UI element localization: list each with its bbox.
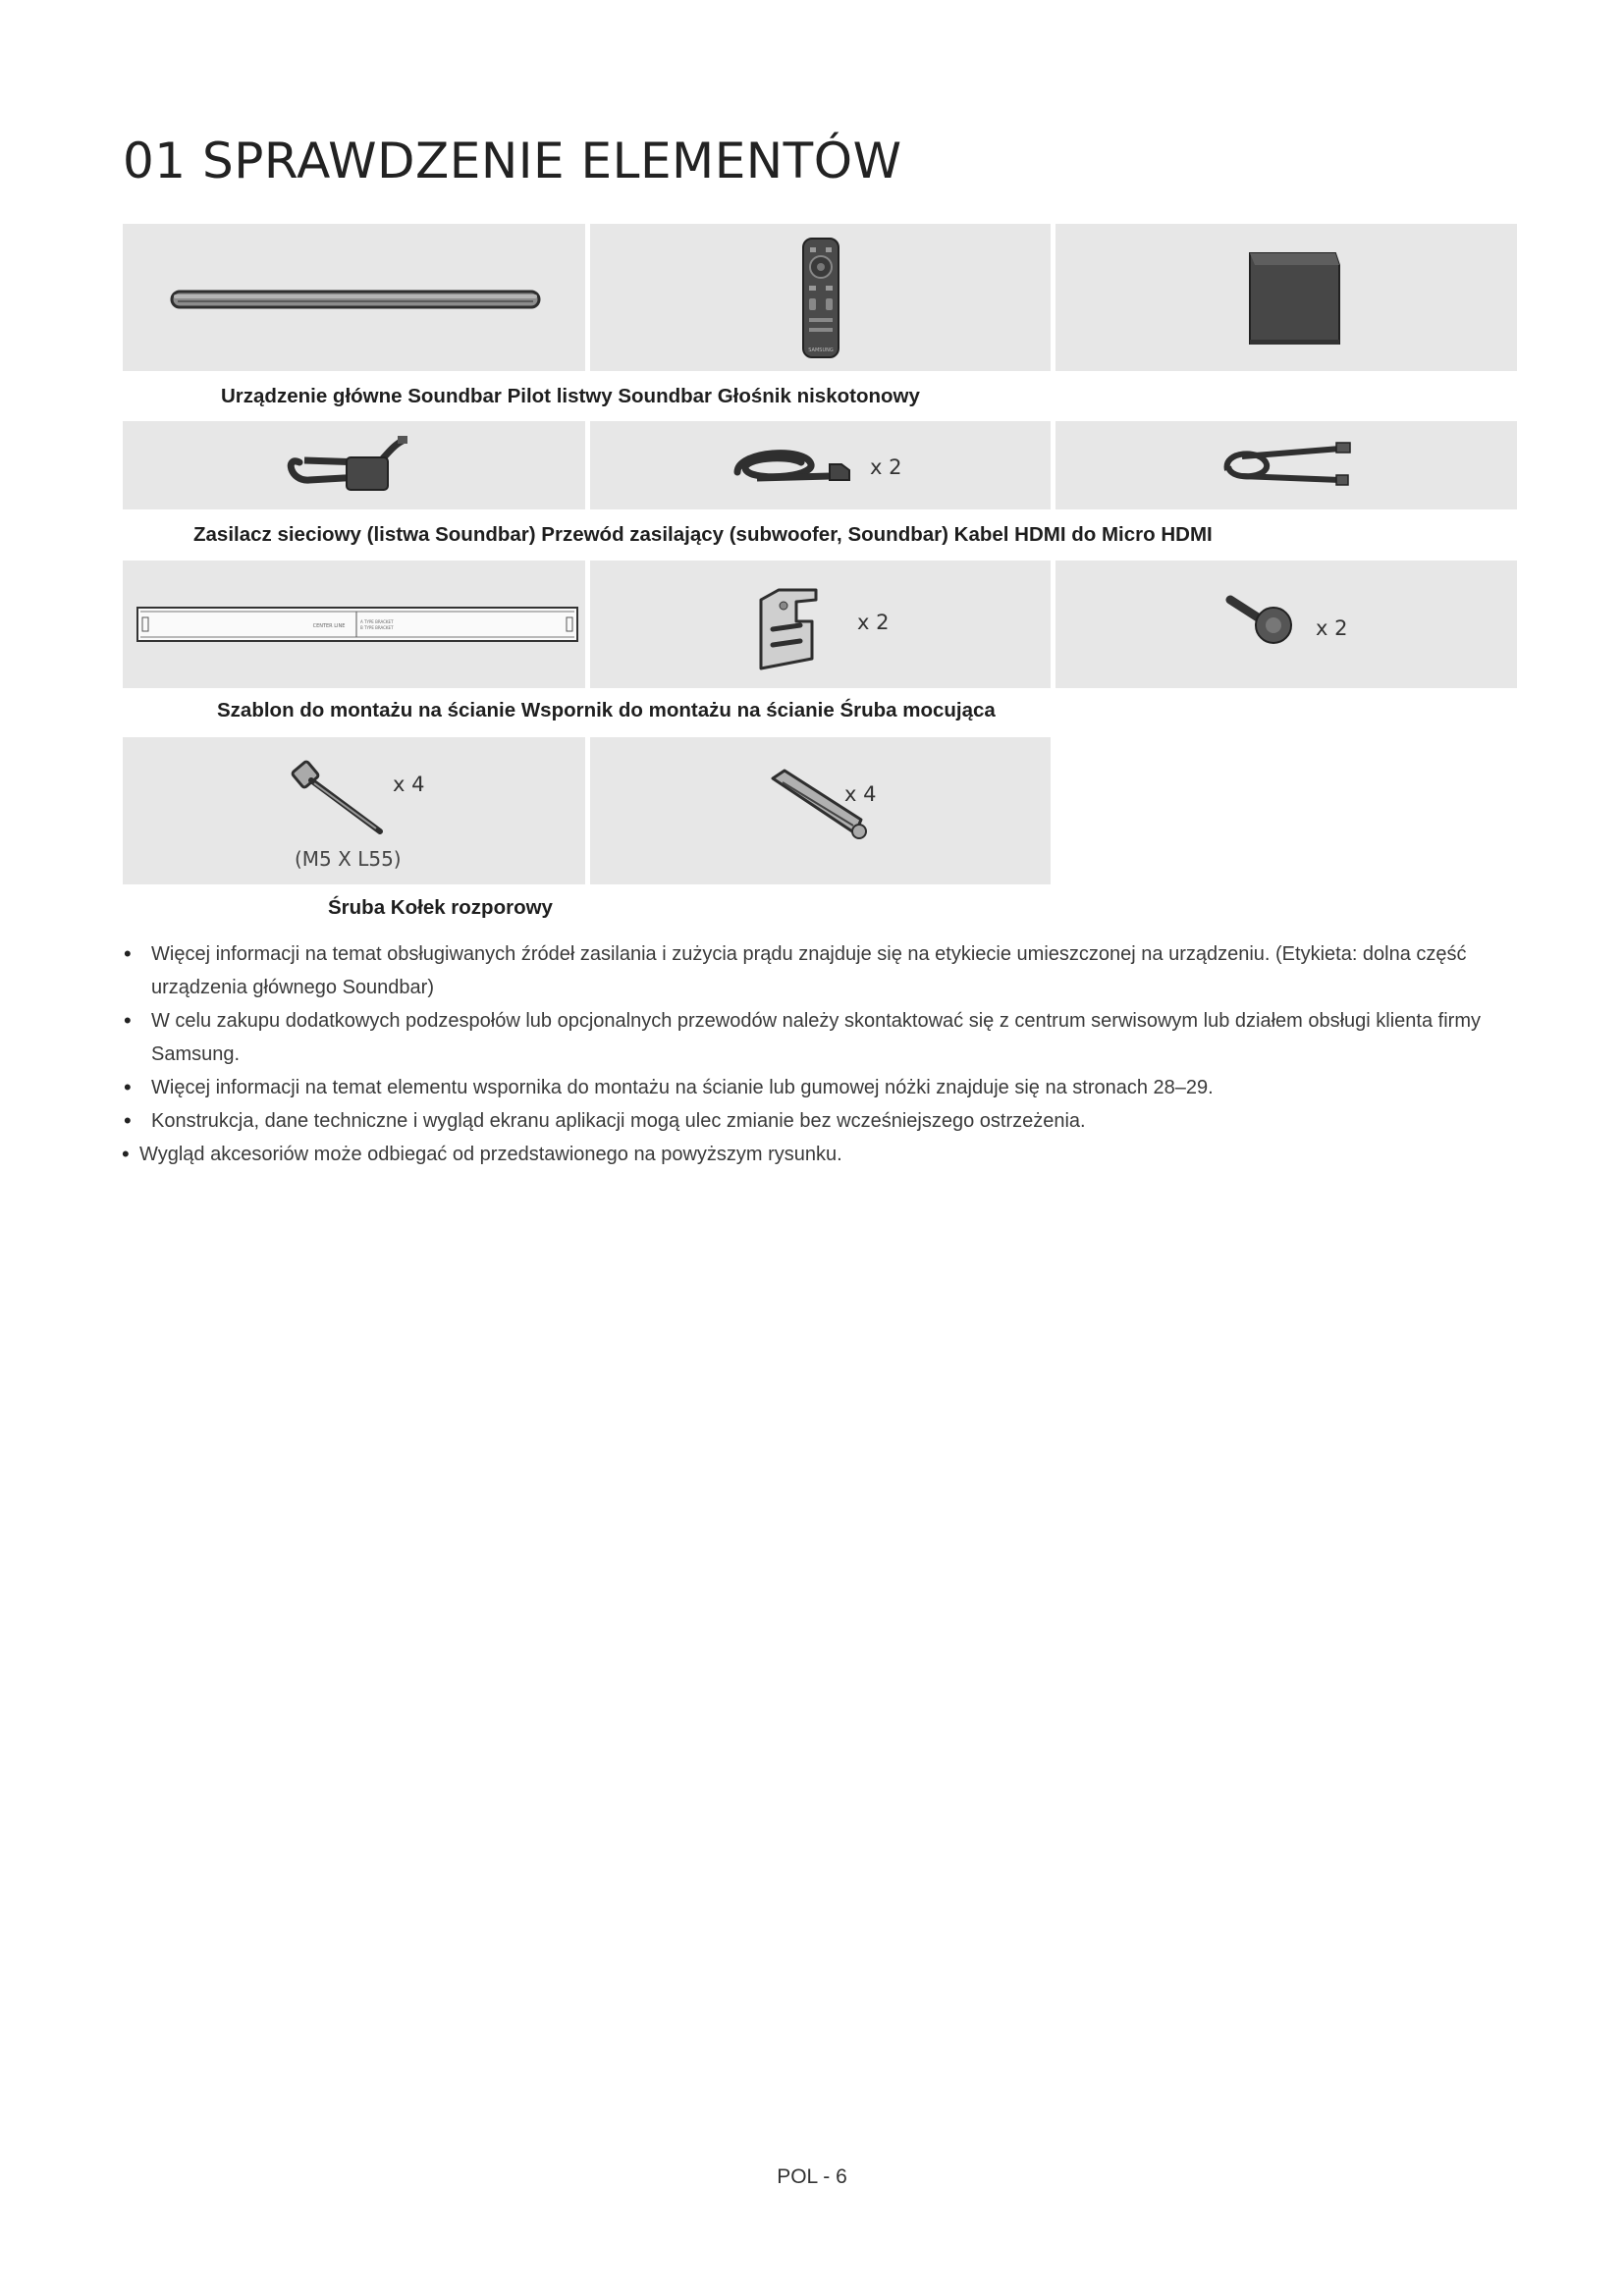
caption-row-4: Śruba Kołek rozporowy bbox=[328, 896, 553, 919]
page-title: 01 SPRAWDZENIE ELEMENTÓW bbox=[123, 133, 902, 189]
screw-cell bbox=[123, 737, 585, 884]
screw-size-note: (M5 X L55) bbox=[295, 847, 402, 871]
caption-row-2: Zasilacz sieciowy (listwa Soundbar) Przewód zasilający (subwoofer, Soundbar) Kabel HDMI do Micro HDMI bbox=[193, 523, 1213, 546]
bullet: • bbox=[122, 1142, 130, 1166]
note-item: • Wygląd akcesoriów może odbiegać od przedstawionego na powyższym rysunku. bbox=[120, 1138, 1514, 1171]
bullet: • bbox=[124, 1108, 132, 1133]
caption-row-1: Urządzenie główne Soundbar Pilot listwy Soundbar Głośnik niskotonowy bbox=[221, 385, 920, 407]
screw-quantity: x 4 bbox=[393, 773, 425, 796]
bracket-quantity: x 2 bbox=[857, 611, 890, 634]
hdmi-cable-icon bbox=[1056, 421, 1517, 509]
template-center-text: CENTER LINE bbox=[312, 623, 346, 629]
holder-screw-icon bbox=[1056, 561, 1517, 688]
holder-screw-quantity: x 2 bbox=[1316, 616, 1348, 640]
anchor-quantity: x 4 bbox=[844, 782, 877, 806]
remote-brand-label: SAMSUNG bbox=[808, 347, 834, 353]
template-a-type-text: A TYPE BRACKET bbox=[360, 619, 394, 624]
subwoofer-cell bbox=[1056, 224, 1517, 371]
bullet: • bbox=[124, 941, 132, 966]
note-item: • Więcej informacji na temat elementu wspornika do montażu na ścianie lub gumowej nóżki znajduje się na stronach 28–29. bbox=[120, 1071, 1514, 1104]
holder-screw-cell bbox=[1056, 561, 1517, 688]
caption-row-3: Szablon do montażu na ścianie Wspornik do montażu na ścianie Śruba mocująca bbox=[217, 699, 996, 721]
template-b-type-text: B TYPE BRACKET bbox=[360, 625, 394, 630]
ac-adapter-icon bbox=[123, 421, 585, 509]
wall-bracket-icon bbox=[590, 561, 1051, 688]
power-cord-quantity: x 2 bbox=[870, 455, 902, 479]
ac-adapter-cell bbox=[123, 421, 585, 509]
remote-control-icon bbox=[590, 224, 1051, 371]
page-number: POL - 6 bbox=[777, 2165, 847, 2188]
anchor-cell bbox=[590, 737, 1051, 884]
hdmi-cable-cell bbox=[1056, 421, 1517, 509]
note-item: • Więcej informacji na temat obsługiwanych źródeł zasilania i zużycia prądu znajduje się na etykiecie umieszczonej na urządzeniu. (Etykieta: dolna część urządzenia głównego Soundbar) bbox=[120, 937, 1514, 1004]
wall-anchor-icon bbox=[590, 737, 1051, 884]
bracket-cell bbox=[590, 561, 1051, 688]
soundbar-cell bbox=[123, 224, 585, 371]
bullet: • bbox=[124, 1075, 132, 1099]
power-cord-icon bbox=[590, 421, 1051, 509]
bullet: • bbox=[124, 1008, 132, 1033]
note-item: • Konstrukcja, dane techniczne i wygląd ekranu aplikacji mogą ulec zmianie bez wcześniejszego ostrzeżenia. bbox=[120, 1104, 1514, 1138]
notes-list bbox=[120, 937, 1514, 1171]
remote-cell bbox=[590, 224, 1051, 371]
wall-mount-template-icon bbox=[123, 561, 585, 688]
power-cord-cell bbox=[590, 421, 1051, 509]
template-cell bbox=[123, 561, 585, 688]
soundbar-icon bbox=[123, 224, 585, 371]
subwoofer-icon bbox=[1056, 224, 1517, 371]
note-item: • W celu zakupu dodatkowych podzespołów lub opcjonalnych przewodów należy skontaktować się z centrum serwisowym lub działem obsługi klienta firmy Samsung. bbox=[120, 1004, 1514, 1071]
